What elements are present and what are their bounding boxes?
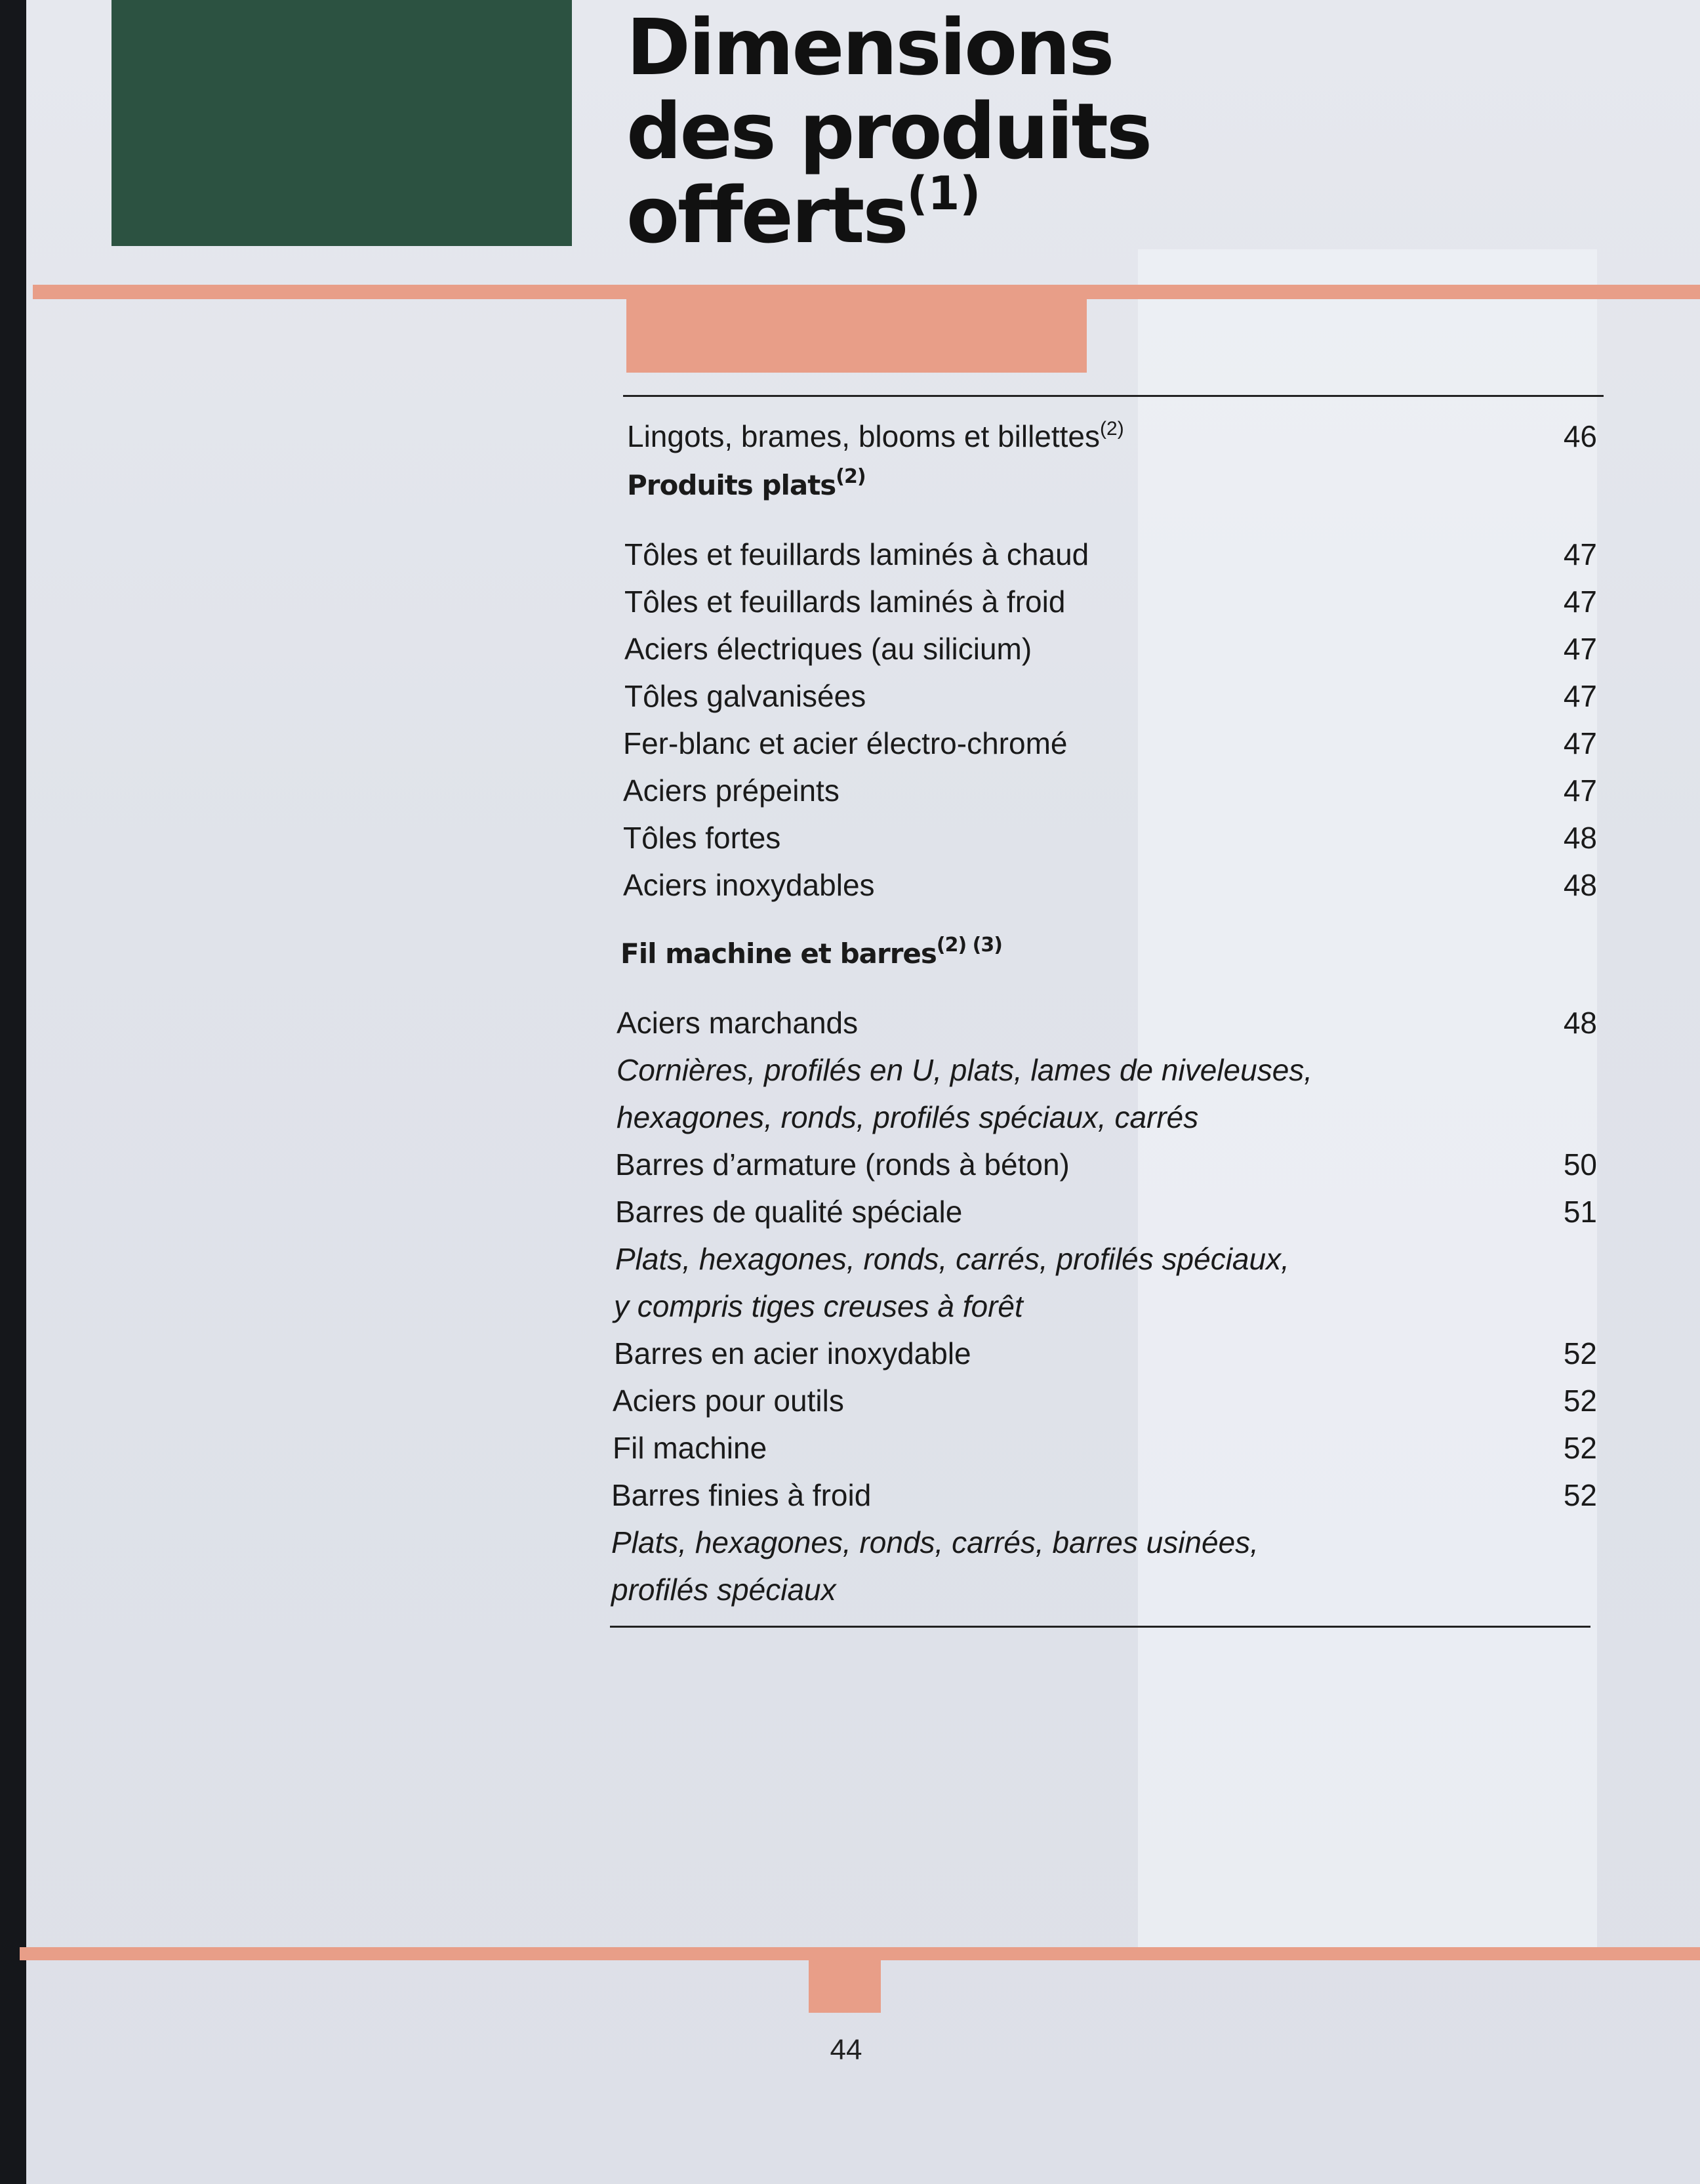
toc-label: [613, 1383, 844, 1418]
toc-label-text: Barres de qualité spéciale: [615, 1195, 963, 1229]
toc-label: [623, 773, 840, 808]
toc-entry: [603, 531, 1597, 579]
title-line-1: Dimensions: [626, 2, 1113, 93]
toc-label: [611, 1477, 871, 1513]
toc-label: [623, 820, 780, 855]
toc-page-number: 52: [1563, 1431, 1597, 1465]
toc-label: [624, 584, 1065, 619]
toc-page-number: 46: [1563, 419, 1597, 453]
toc-section-heading: [603, 461, 1597, 508]
toc-subitem: [603, 1519, 1597, 1567]
toc-page-number: 52: [1563, 1478, 1597, 1512]
toc-page-number: 51: [1563, 1195, 1597, 1229]
toc-label: [611, 1525, 1259, 1560]
toc-entry: [603, 579, 1597, 626]
toc-entry: [603, 862, 1597, 909]
toc-footnote-marker: (2) (3): [936, 934, 1002, 957]
title-line-3: [626, 167, 1150, 260]
toc-label-text: Tôles et feuillards laminés à froid: [624, 585, 1066, 619]
toc-entry: [603, 815, 1597, 862]
toc-entry: [603, 1000, 1597, 1047]
toc-label-text: Tôles et feuillards laminés à chaud: [624, 537, 1089, 571]
toc-page-number: 52: [1563, 1336, 1597, 1370]
top-salmon-band: [33, 285, 1700, 299]
toc-page-number: 47: [1563, 537, 1597, 571]
toc-label-text: Aciers électriques (au silicium): [624, 632, 1032, 666]
bottom-salmon-band: [20, 1947, 1700, 1960]
toc-footnote-marker: (2): [836, 465, 866, 488]
table-of-contents: [603, 413, 1597, 1614]
toc-label-text: profilés spéciaux: [611, 1573, 836, 1607]
toc-label: [627, 419, 1124, 454]
page-title: [626, 2, 1151, 260]
toc-label-text: Cornières, profilés en U, plats, lames de niveleuses,: [617, 1053, 1313, 1087]
toc-label-text: Tôles galvanisées: [624, 679, 866, 713]
toc-page-number: 48: [1563, 868, 1597, 902]
toc-entry: [603, 720, 1597, 768]
toc-label: [611, 1572, 836, 1607]
toc-entry: [603, 1378, 1597, 1425]
toc-label: [613, 1430, 767, 1466]
top-salmon-tab: [626, 299, 1087, 373]
toc-page-number: 47: [1563, 679, 1597, 713]
toc-subitem: [603, 1567, 1597, 1614]
toc-label: [615, 1147, 1070, 1182]
toc-entry: [603, 768, 1597, 815]
toc-footnote-marker: (2): [1100, 418, 1124, 440]
bottom-salmon-tab: [809, 1960, 881, 2013]
toc-entry: [603, 1425, 1597, 1472]
toc-label: [627, 465, 866, 501]
toc-subitem: [603, 1094, 1597, 1142]
toc-label-text: Produits plats: [627, 469, 836, 501]
toc-page-number: 48: [1563, 821, 1597, 855]
title-line-3-text: offerts: [626, 170, 907, 260]
toc-entry: [603, 1330, 1597, 1378]
toc-page-number: 48: [1563, 1006, 1597, 1040]
toc-top-rule: [623, 395, 1604, 397]
title-line-2: des produits: [626, 86, 1151, 176]
toc-label-text: Aciers inoxydables: [623, 868, 875, 902]
title-footnote-marker: (1): [906, 167, 981, 220]
toc-entry: [603, 673, 1597, 720]
toc-page-number: 47: [1563, 726, 1597, 760]
toc-subitem: [603, 1047, 1597, 1094]
toc-label-text: Barres d’armature (ronds à béton): [615, 1147, 1070, 1182]
toc-page-number: 47: [1563, 585, 1597, 619]
toc-subitem: [603, 1236, 1597, 1283]
toc-section-heading: [603, 929, 1597, 976]
toc-entry: [603, 1189, 1597, 1236]
toc-label-text: hexagones, ronds, profilés spéciaux, carrés: [617, 1100, 1199, 1134]
toc-label-text: Lingots, brames, blooms et billettes: [627, 419, 1101, 453]
toc-label: [615, 1241, 1289, 1277]
toc-page-number: 50: [1563, 1147, 1597, 1182]
toc-label: [623, 726, 1067, 761]
toc-entry: [603, 626, 1597, 673]
toc-label: [623, 867, 875, 903]
toc-label-text: Fil machine et barres: [620, 937, 937, 970]
toc-label-text: Tôles fortes: [623, 821, 781, 855]
toc-entry: [603, 1472, 1597, 1519]
page-binding-edge: [0, 0, 26, 2184]
toc-label-text: Aciers pour outils: [613, 1384, 844, 1418]
toc-label-text: Aciers marchands: [617, 1006, 859, 1040]
toc-label-text: Barres en acier inoxydable: [614, 1336, 971, 1370]
toc-label-text: Barres finies à froid: [611, 1478, 872, 1512]
toc-label: [624, 678, 866, 714]
green-color-block: [111, 0, 572, 246]
toc-label: [624, 537, 1089, 572]
toc-label-text: y compris tiges creuses à forêt: [614, 1289, 1023, 1323]
toc-label: [617, 1052, 1312, 1088]
toc-label: [615, 1194, 962, 1229]
toc-label: [624, 631, 1032, 667]
toc-label: [614, 1336, 971, 1371]
toc-label: [614, 1288, 1023, 1324]
toc-label: [617, 1005, 858, 1040]
toc-label-text: Fer-blanc et acier électro-chromé: [623, 726, 1068, 760]
page-number: 44: [830, 2034, 862, 2066]
toc-page-number: 52: [1563, 1384, 1597, 1418]
toc-label-text: Plats, hexagones, ronds, carrés, profilés spéciaux,: [615, 1242, 1289, 1276]
toc-label: [617, 1100, 1198, 1135]
toc-label-text: Fil machine: [613, 1431, 767, 1465]
toc-bottom-rule: [610, 1626, 1590, 1628]
toc-entry: [603, 1142, 1597, 1189]
toc-label-text: Plats, hexagones, ronds, carrés, barres usinées,: [611, 1525, 1259, 1559]
toc-label: [620, 934, 1002, 970]
toc-page-number: 47: [1563, 632, 1597, 666]
toc-label-text: Aciers prépeints: [623, 773, 840, 808]
toc-entry: [603, 413, 1597, 461]
toc-page-number: 47: [1563, 773, 1597, 808]
toc-subitem: [603, 1283, 1597, 1330]
